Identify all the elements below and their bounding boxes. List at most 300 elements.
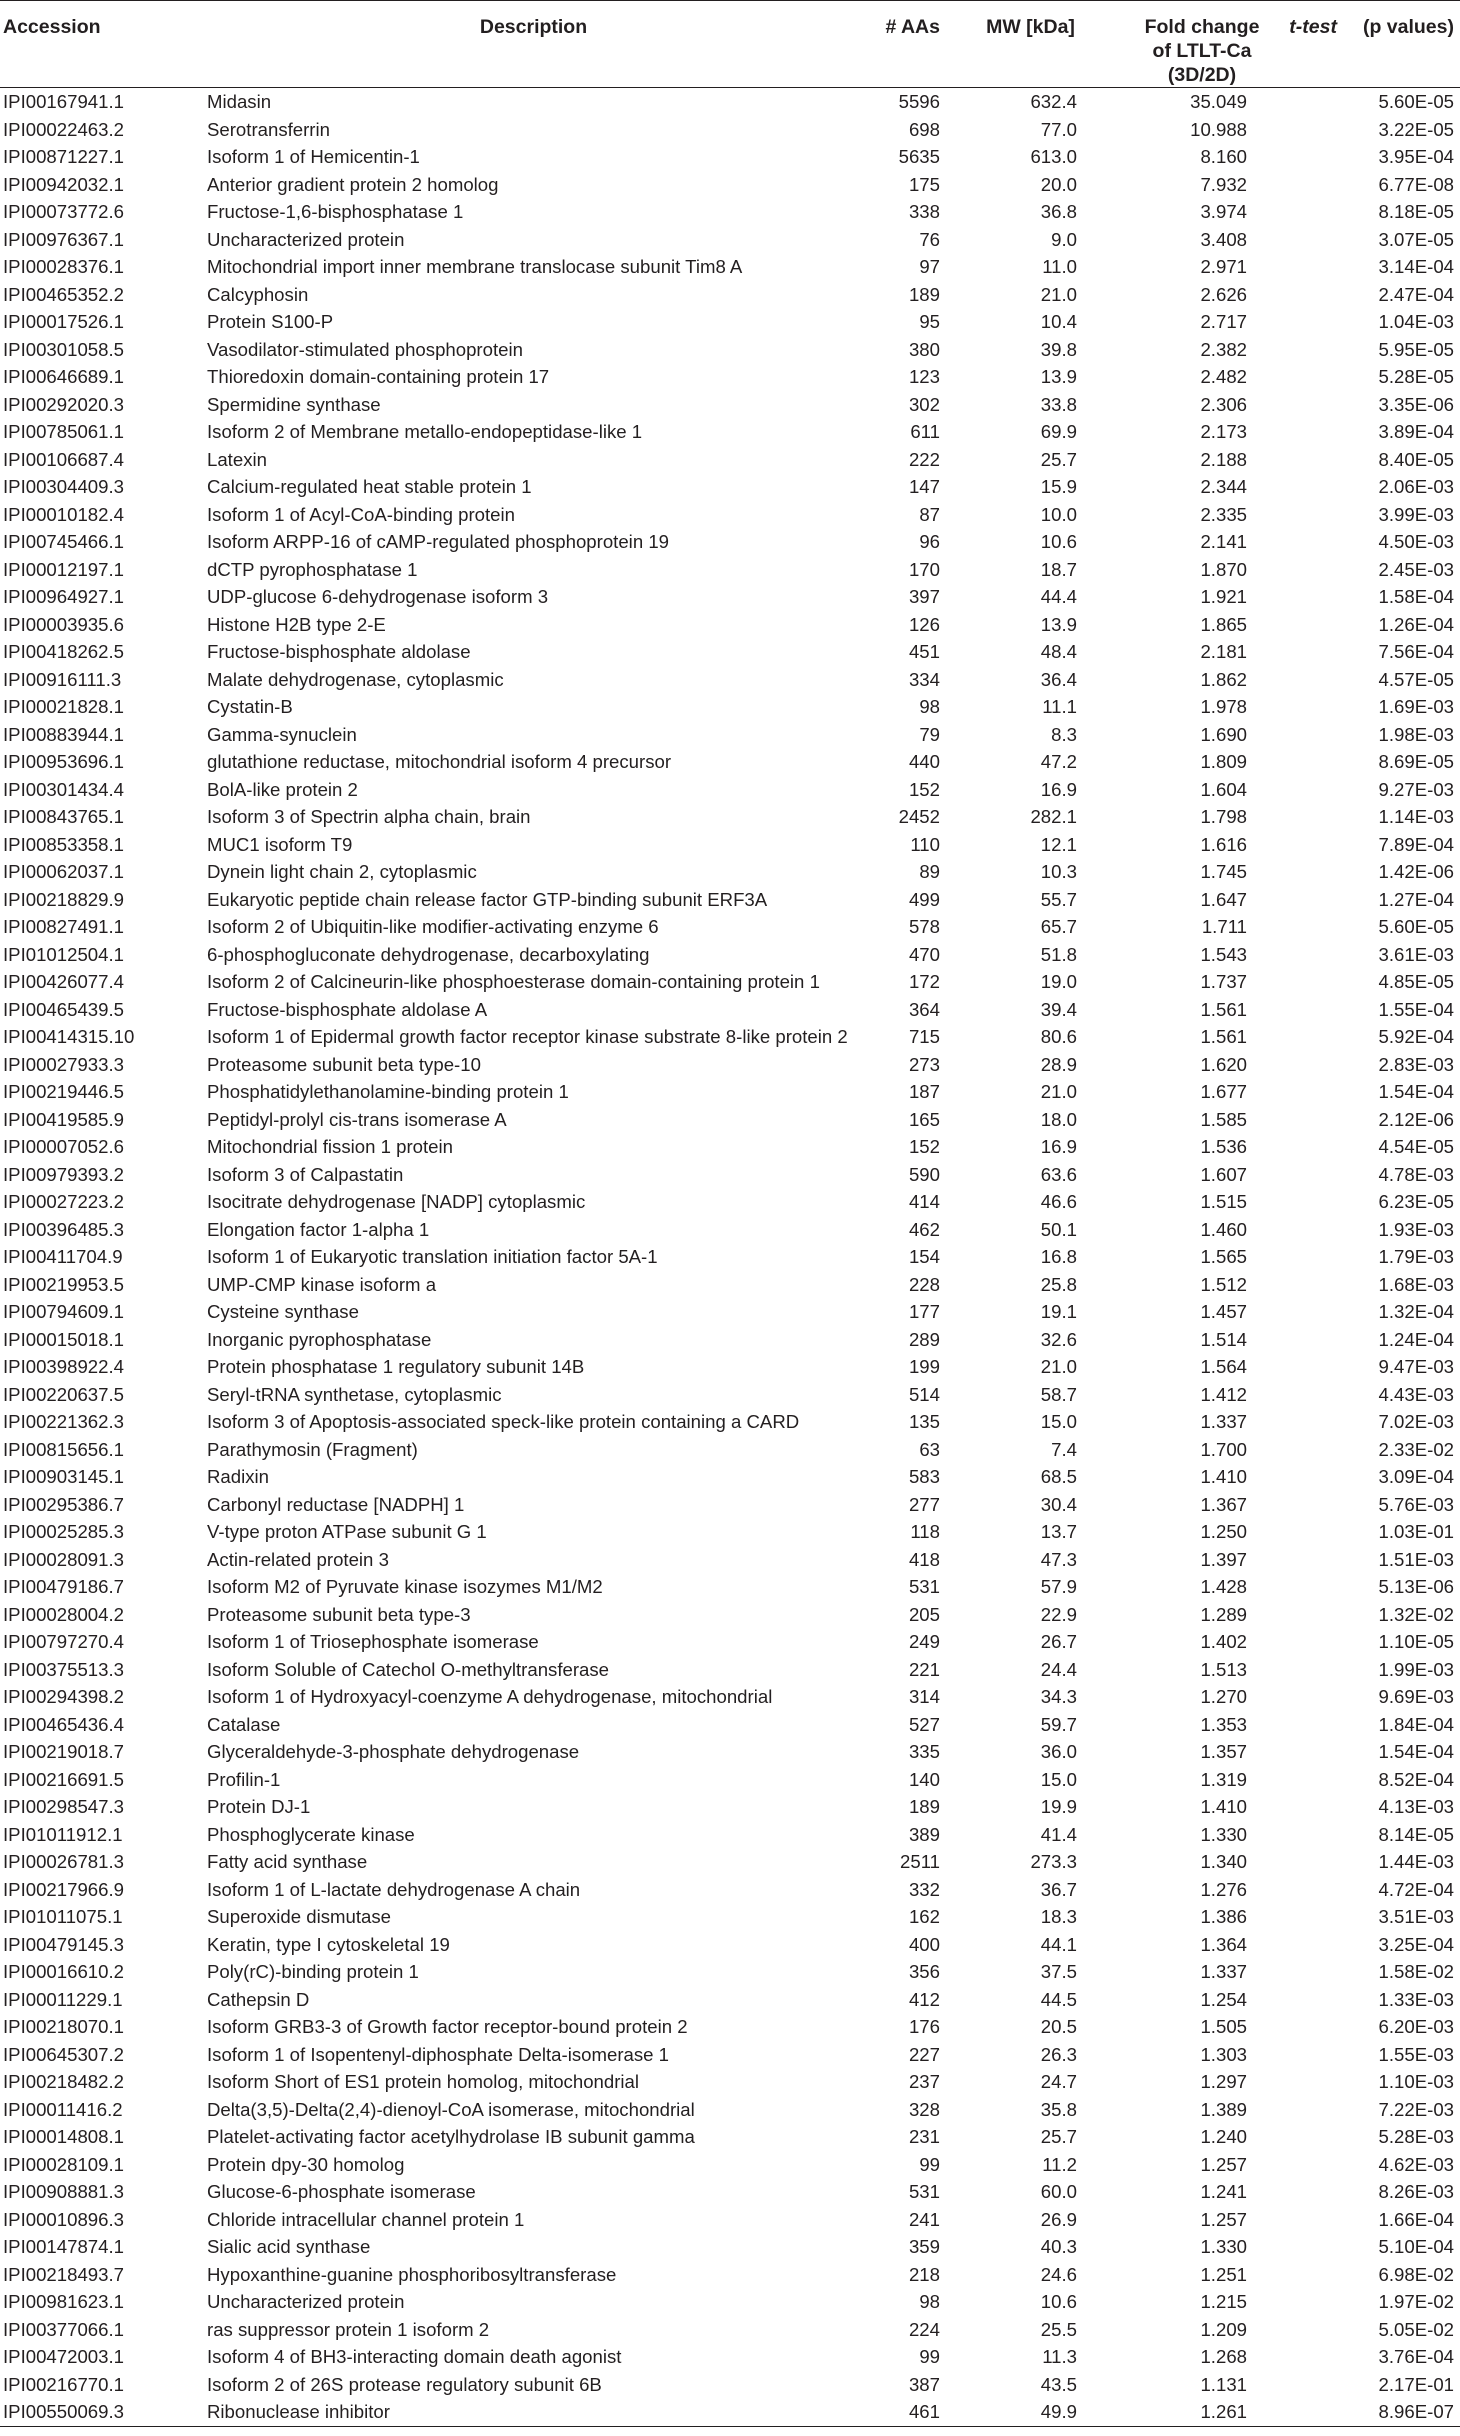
cell-aas: 583	[908, 1466, 940, 1487]
cell-pvalue: 5.60E-05	[1378, 91, 1454, 112]
cell-fold-change: 1.978	[1200, 696, 1247, 717]
cell-fold-change: 1.303	[1200, 2043, 1247, 2065]
cell-description: Fructose-1,6-bisphosphatase 1	[207, 201, 464, 222]
cell-mw: 19.0	[1040, 971, 1077, 992]
cell-fold-change: 1.337	[1200, 1411, 1247, 1432]
cell-mw: 16.8	[1040, 1246, 1077, 1267]
table-row	[0, 1986, 1460, 2014]
cell-pvalue: 1.97E-02	[1378, 2291, 1454, 2312]
cell-fold-change: 1.512	[1200, 1273, 1247, 1295]
cell-mw: 36.0	[1040, 1741, 1077, 1762]
table-row	[0, 391, 1460, 419]
cell-fold-change: 2.382	[1200, 338, 1247, 360]
cell-accession: IPI00221362.3	[3, 1411, 124, 1432]
cell-mw: 19.9	[1040, 1796, 1077, 1817]
table-row	[0, 1216, 1460, 1244]
cell-fold-change: 1.620	[1200, 1053, 1247, 1075]
cell-pvalue: 5.76E-03	[1378, 1493, 1454, 1515]
cell-pvalue: 1.58E-02	[1378, 1961, 1454, 1982]
cell-fold-change: 2.626	[1200, 283, 1247, 305]
table-row	[0, 2233, 1460, 2261]
cell-description: V-type proton ATPase subunit G 1	[207, 1521, 487, 1542]
cell-mw: 13.9	[1040, 613, 1077, 635]
cell-mw: 24.6	[1040, 2263, 1077, 2285]
cell-aas: 715	[908, 1026, 940, 1047]
cell-accession: IPI00294398.2	[3, 1686, 124, 1707]
cell-pvalue: 4.50E-03	[1378, 531, 1454, 552]
cell-fold-change: 1.240	[1200, 2126, 1247, 2147]
cell-pvalue: 5.05E-02	[1378, 2318, 1454, 2340]
cell-aas: 98	[919, 2291, 940, 2312]
cell-mw: 18.0	[1040, 1108, 1077, 1130]
cell-description: Proteasome subunit beta type-3	[207, 1603, 471, 1625]
cell-fold-change: 1.564	[1200, 1356, 1247, 1377]
table-row	[0, 1463, 1460, 1491]
cell-accession: IPI00550069.3	[0, 2398, 207, 2426]
table-row	[0, 143, 1460, 171]
cell-accession: IPI00218493.7	[3, 2263, 124, 2285]
cell-mw: 11.2	[1042, 2153, 1077, 2175]
table-row	[0, 308, 1460, 336]
table-row	[0, 611, 1460, 639]
table-row	[0, 1903, 1460, 1931]
cell-fold-change: 1.357	[1200, 1741, 1247, 1762]
cell-accession: IPI00010896.3	[3, 2208, 124, 2230]
cell-pvalue: 5.28E-03	[1378, 2126, 1454, 2147]
cell-description: MUC1 isoform T9	[207, 833, 353, 855]
cell-fold-change: 1.921	[1200, 586, 1247, 607]
cell-accession: IPI00021828.1	[3, 696, 124, 717]
cell-mw: 36.4	[1040, 668, 1077, 690]
table-row	[0, 2068, 1460, 2096]
cell-aas: 172	[908, 971, 940, 992]
cell-pvalue: 1.84E-04	[1378, 1713, 1454, 1735]
cell-accession: IPI00785061.1	[3, 421, 124, 442]
cell-fold-change: 1.428	[1200, 1576, 1247, 1597]
cell-mw: 25.7	[1040, 2126, 1077, 2147]
cell-aas: 314	[908, 1686, 940, 1707]
cell-accession: IPI00167941.1	[3, 91, 124, 112]
cell-accession: IPI00465352.2	[3, 283, 124, 305]
cell-mw: 44.5	[1040, 1988, 1077, 2010]
cell-accession: IPI00106687.4	[3, 448, 124, 470]
table-row	[0, 666, 1460, 694]
cell-accession: IPI00010182.4	[3, 503, 124, 525]
cell-description: 6-phosphogluconate dehydrogenase, decarboxylating	[207, 943, 650, 965]
cell-description: Isoform Short of ES1 protein homolog, mitochondrial	[207, 2071, 640, 2092]
table-row	[0, 2013, 1460, 2041]
cell-fold-change: 1.607	[1200, 1163, 1247, 1185]
cell-pvalue: 8.26E-03	[1378, 2181, 1454, 2202]
table-row	[0, 1161, 1460, 1189]
cell-pvalue: 7.22E-03	[1378, 2098, 1454, 2120]
cell-accession: IPI00219446.5	[3, 1081, 124, 1102]
cell-fold-change: 1.410	[1200, 1796, 1247, 1817]
cell-pvalue: 8.52E-04	[1378, 1768, 1454, 1790]
cell-mw: 25.7	[1040, 448, 1077, 470]
cell-pvalue: 3.76E-04	[1378, 2346, 1454, 2367]
table-row	[0, 1023, 1460, 1051]
cell-aas: 126	[908, 613, 940, 635]
cell-description: Midasin	[207, 91, 272, 112]
cell-fold-change: 1.330	[1200, 1823, 1247, 1845]
table-row	[0, 1051, 1460, 1079]
cell-pvalue: 8.69E-05	[1378, 751, 1454, 772]
cell-fold-change: 1.460	[1200, 1218, 1247, 1240]
cell-description: Ribonuclease inhibitor	[207, 2398, 860, 2426]
cell-aas: 189	[908, 1796, 940, 1817]
cell-description: Thioredoxin domain-containing protein 17	[207, 366, 550, 387]
table-row	[0, 693, 1460, 721]
cell-aas: 332	[908, 1878, 940, 1900]
cell-description: Fatty acid synthase	[207, 1851, 368, 1872]
cell-description: Hypoxanthine-guanine phosphoribosyltransferase	[207, 2263, 617, 2285]
cell-fold-change: 1.241	[1200, 2181, 1247, 2202]
cell-accession: IPI00479145.3	[3, 1933, 124, 1955]
cell-fold-change: 1.505	[1200, 2016, 1247, 2037]
cell-description: Mitochondrial import inner membrane translocase subunit Tim8 A	[207, 256, 743, 277]
cell-pvalue: 3.61E-03	[1378, 943, 1454, 965]
cell-aas: 222	[908, 448, 940, 470]
table-row	[0, 198, 1460, 226]
cell-fold-change: 8.160	[1200, 146, 1247, 167]
table-row	[0, 116, 1460, 144]
cell-mw: 55.7	[1040, 888, 1077, 910]
cell-aas: 380	[908, 338, 940, 360]
cell-pvalue: 8.40E-05	[1378, 448, 1454, 470]
header-fold-line1: Fold change	[1144, 16, 1260, 38]
table-row	[0, 171, 1460, 199]
cell-description: Dynein light chain 2, cytoplasmic	[207, 861, 477, 882]
cell-accession: IPI00219953.5	[3, 1273, 124, 1295]
cell-aas: 514	[908, 1383, 940, 1405]
cell-fold-change: 1.647	[1200, 888, 1247, 910]
table-row	[0, 2041, 1460, 2069]
table-row	[0, 996, 1460, 1024]
cell-description: Peptidyl-prolyl cis-trans isomerase A	[207, 1108, 507, 1130]
cell-pvalue: 1.04E-03	[1378, 311, 1454, 332]
cell-accession: IPI00025285.3	[3, 1521, 124, 1542]
cell-aas: 140	[908, 1768, 940, 1790]
table-row	[0, 473, 1460, 501]
cell-mw: 18.7	[1040, 558, 1077, 580]
cell-mw: 13.7	[1040, 1521, 1077, 1542]
cell-fold-change: 1.215	[1200, 2291, 1247, 2312]
cell-mw: 10.6	[1040, 531, 1077, 552]
cell-mw: 57.9	[1040, 1576, 1077, 1597]
cell-pvalue: 1.10E-03	[1378, 2071, 1454, 2092]
cell-accession: IPI00645307.2	[3, 2043, 124, 2065]
cell-accession: IPI00016610.2	[3, 1961, 124, 1982]
cell-fold-change: 1.711	[1201, 916, 1247, 937]
cell-mw: 20.5	[1040, 2016, 1077, 2037]
cell-description: dCTP pyrophosphatase 1	[207, 558, 418, 580]
cell-fold-change: 1.254	[1200, 1988, 1247, 2010]
table-row	[0, 638, 1460, 666]
cell-mw: 16.9	[1040, 1136, 1077, 1157]
table-row	[0, 1876, 1460, 1904]
cell-description: Platelet-activating factor acetylhydrolase IB subunit gamma	[207, 2126, 695, 2147]
cell-mw: 7.4	[1051, 1438, 1077, 1460]
cell-fold-change: 1.268	[1200, 2346, 1247, 2367]
cell-fold-change: 2.188	[1200, 448, 1247, 470]
cell-accession: IPI00218829.9	[3, 888, 124, 910]
cell-fold-change: 1.690	[1200, 723, 1247, 745]
cell-mw: 49.9	[940, 2398, 1099, 2426]
table-row	[0, 831, 1460, 859]
cell-accession: IPI00028109.1	[3, 2153, 124, 2175]
table-row	[0, 1271, 1460, 1299]
cell-mw: 60.0	[1040, 2181, 1077, 2202]
cell-accession: IPI00908881.3	[3, 2181, 124, 2202]
cell-accession: IPI00942032.1	[3, 173, 124, 195]
cell-aas: 338	[908, 201, 940, 222]
header-aas: # AAs	[860, 1, 940, 88]
cell-mw: 63.6	[1040, 1163, 1077, 1185]
cell-accession: IPI00218482.2	[3, 2071, 124, 2092]
cell-fold-change: 1.585	[1200, 1108, 1247, 1130]
cell-aas: 189	[908, 283, 940, 305]
cell-accession: IPI00216770.1	[3, 2373, 124, 2395]
header-accession: Accession	[0, 1, 207, 88]
table-row	[0, 776, 1460, 804]
table-row	[0, 556, 1460, 584]
cell-description: Anterior gradient protein 2 homolog	[207, 173, 499, 195]
cell-description: Isoform 4 of BH3-interacting domain death agonist	[207, 2346, 622, 2367]
cell-mw: 37.5	[1040, 1961, 1077, 1982]
cell-accession: IPI01011912.1	[3, 1823, 123, 1845]
cell-pvalue: 1.54E-04	[1378, 1741, 1454, 1762]
cell-accession: IPI00979393.2	[3, 1163, 124, 1185]
cell-fold-change: 1.513	[1200, 1658, 1247, 1680]
cell-aas: 87	[919, 503, 940, 525]
table-row	[0, 1546, 1460, 1574]
cell-aas: 527	[908, 1713, 940, 1735]
cell-fold-change: 3.408	[1200, 228, 1247, 250]
table-row	[0, 748, 1460, 776]
cell-pvalue: 1.58E-04	[1378, 586, 1454, 607]
cell-pvalue: 1.55E-04	[1378, 998, 1454, 1020]
cell-pvalue: 3.07E-05	[1378, 228, 1454, 250]
cell-aas: 99	[919, 2346, 940, 2367]
cell-pvalue: 1.51E-03	[1378, 1548, 1454, 1570]
cell-description: Catalase	[207, 1713, 281, 1735]
cell-mw: 39.8	[1040, 338, 1077, 360]
cell-pvalue: 1.03E-01	[1378, 1521, 1454, 1542]
cell-accession: IPI00418262.5	[3, 641, 124, 662]
cell-fold-change: 1.745	[1200, 861, 1247, 882]
cell-accession: IPI00472003.1	[3, 2346, 124, 2367]
cell-description: Uncharacterized protein	[207, 228, 405, 250]
table-row	[0, 1436, 1460, 1464]
cell-aas: 590	[908, 1163, 940, 1185]
cell-mw: 46.6	[1040, 1191, 1077, 1212]
cell-accession: IPI00015018.1	[3, 1328, 124, 1350]
table-row	[0, 2288, 1460, 2316]
cell-description: Isoform 2 of Ubiquitin-like modifier-activating enzyme 6	[207, 916, 659, 937]
table-row	[0, 1491, 1460, 1519]
cell-mw: 273.3	[1030, 1851, 1077, 1872]
cell-mw: 35.8	[1040, 2098, 1077, 2120]
cell-fold-change: 1.402	[1200, 1631, 1247, 1652]
cell-pvalue: 4.43E-03	[1378, 1383, 1454, 1405]
cell-description: Isoform 1 of Epidermal growth factor receptor kinase substrate 8-like protein 2	[207, 1026, 848, 1047]
cell-accession: IPI00883944.1	[3, 723, 124, 745]
cell-aas: 364	[908, 998, 940, 1020]
table-row	[0, 336, 1460, 364]
cell-accession: IPI00062037.1	[3, 861, 124, 882]
cell-mw: 10.0	[1040, 503, 1077, 525]
cell-aas: 95	[919, 311, 940, 332]
cell-pvalue: 1.69E-03	[1378, 696, 1454, 717]
cell-pvalue: 2.12E-06	[1378, 1108, 1454, 1130]
table-row	[0, 253, 1460, 281]
cell-accession: IPI00981623.1	[3, 2291, 124, 2312]
cell-description: Isocitrate dehydrogenase [NADP] cytoplasmic	[207, 1191, 586, 1212]
cell-fold-change: 1.330	[1200, 2236, 1247, 2257]
cell-pvalue: 9.47E-03	[1378, 1356, 1454, 1377]
cell-accession: IPI00827491.1	[3, 916, 124, 937]
cell-mw: 77.0	[1040, 118, 1077, 140]
table-row	[0, 803, 1460, 831]
cell-mw: 43.5	[1040, 2373, 1077, 2395]
table-row	[0, 1738, 1460, 1766]
cell-pvalue: 8.18E-05	[1378, 201, 1454, 222]
cell-aas: 227	[908, 2043, 940, 2065]
cell-description: Chloride intracellular channel protein 1	[207, 2208, 525, 2230]
cell-fold-change: 1.565	[1200, 1246, 1247, 1267]
cell-mw: 44.4	[1040, 586, 1077, 607]
cell-description: Isoform 3 of Calpastatin	[207, 1163, 404, 1185]
cell-description: Isoform Soluble of Catechol O-methyltransferase	[207, 1658, 610, 1680]
table-row	[0, 2206, 1460, 2234]
table-row	[0, 2316, 1460, 2344]
cell-description: Radixin	[207, 1466, 270, 1487]
cell-description: Calcium-regulated heat stable protein 1	[207, 476, 532, 497]
cell-description: Sialic acid synthase	[207, 2236, 371, 2257]
cell-fold-change: 1.389	[1200, 2098, 1247, 2120]
cell-pvalue: 3.25E-04	[1378, 1933, 1454, 1955]
table-row	[0, 1711, 1460, 1739]
cell-description: Proteasome subunit beta type-10	[207, 1053, 481, 1075]
cell-fold-change: 1.561	[1200, 1026, 1247, 1047]
cell-description: Isoform ARPP-16 of cAMP-regulated phosphoprotein 19	[207, 531, 670, 552]
table-row	[0, 1381, 1460, 1409]
cell-pvalue: 8.96E-07	[1285, 2398, 1460, 2426]
cell-mw: 58.7	[1040, 1383, 1077, 1405]
cell-description: Isoform GRB3-3 of Growth factor receptor-bound protein 2	[207, 2016, 688, 2037]
cell-description: UDP-glucose 6-dehydrogenase isoform 3	[207, 586, 549, 607]
table-row	[0, 1326, 1460, 1354]
cell-mw: 10.4	[1040, 311, 1077, 332]
cell-mw: 15.9	[1040, 476, 1077, 497]
cell-pvalue: 5.28E-05	[1378, 366, 1454, 387]
cell-description: Histone H2B type 2-E	[207, 613, 386, 635]
cell-accession: IPI00377066.1	[3, 2318, 124, 2340]
cell-aas: 277	[908, 1493, 940, 1515]
cell-description: Isoform 1 of Hydroxyacyl-coenzyme A dehydrogenase, mitochondrial	[207, 1686, 773, 1707]
cell-mw: 47.3	[1040, 1548, 1077, 1570]
cell-aas: 165	[908, 1108, 940, 1130]
cell-fold-change: 1.457	[1200, 1301, 1247, 1322]
cell-fold-change: 1.337	[1200, 1961, 1247, 1982]
cell-pvalue: 8.14E-05	[1378, 1823, 1454, 1845]
cell-accession: IPI00011416.2	[3, 2098, 123, 2120]
cell-accession: IPI00007052.6	[3, 1136, 124, 1157]
table-row	[0, 501, 1460, 529]
cell-mw: 21.0	[1040, 1356, 1077, 1377]
cell-aas: 118	[910, 1521, 940, 1542]
cell-description: Isoform 2 of Membrane metallo-endopeptidase-like 1	[207, 421, 643, 442]
cell-mw: 632.4	[1030, 91, 1077, 112]
cell-fold-change: 1.257	[1200, 2208, 1247, 2230]
cell-description: Phosphatidylethanolamine-binding protein 1	[207, 1081, 569, 1102]
table-row	[0, 1353, 1460, 1381]
table-row	[0, 2343, 1460, 2371]
cell-accession: IPI00027223.2	[3, 1191, 124, 1212]
cell-pvalue: 3.22E-05	[1378, 118, 1454, 140]
cell-description: Glucose-6-phosphate isomerase	[207, 2181, 476, 2202]
cell-pvalue: 2.45E-03	[1378, 558, 1454, 580]
cell-mw: 40.3	[1040, 2236, 1077, 2257]
cell-mw: 21.0	[1040, 283, 1077, 305]
cell-fold-change: 1.514	[1200, 1328, 1247, 1350]
cell-pvalue: 1.14E-03	[1378, 806, 1454, 827]
cell-accession: IPI00027933.3	[3, 1053, 124, 1075]
cell-accession: IPI00017526.1	[3, 311, 124, 332]
cell-aas: 249	[908, 1631, 940, 1652]
table-row	[0, 1931, 1460, 1959]
cell-aas: 397	[908, 586, 940, 607]
header-description: Description	[207, 1, 860, 88]
cell-pvalue: 3.95E-04	[1378, 146, 1454, 167]
cell-description: Elongation factor 1-alpha 1	[207, 1218, 430, 1240]
cell-aas: 154	[908, 1246, 940, 1267]
cell-fold-change: 1.870	[1200, 558, 1247, 580]
cell-fold-change: 7.932	[1200, 173, 1247, 195]
cell-accession: IPI01012504.1	[3, 943, 124, 965]
cell-description: Isoform 1 of Isopentenyl-diphosphate Delta-isomerase 1	[207, 2043, 669, 2065]
cell-aas: 414	[908, 1191, 940, 1212]
cell-description: Keratin, type I cytoskeletal 19	[207, 1933, 450, 1955]
table-row	[0, 1298, 1460, 1326]
cell-description: glutathione reductase, mitochondrial isoform 4 precursor	[207, 751, 672, 772]
cell-description: Isoform 2 of Calcineurin-like phosphoesterase domain-containing protein 1	[207, 971, 820, 992]
cell-description: Fructose-bisphosphate aldolase A	[207, 998, 488, 1020]
cell-description: Isoform 1 of Acyl-CoA-binding protein	[207, 503, 515, 525]
cell-fold-change: 1.700	[1200, 1438, 1247, 1460]
cell-mw: 12.1	[1040, 833, 1077, 855]
cell-fold-change: 1.543	[1200, 943, 1247, 965]
cell-accession: IPI00853358.1	[3, 833, 124, 855]
cell-fold-change: 1.386	[1200, 1906, 1247, 1927]
cell-pvalue: 3.14E-04	[1378, 256, 1454, 277]
cell-pvalue: 6.98E-02	[1378, 2263, 1454, 2285]
table-row	[0, 1656, 1460, 1684]
cell-fold-change: 1.798	[1200, 806, 1247, 827]
cell-mw: 24.4	[1040, 1658, 1077, 1680]
cell-description: Gamma-synuclein	[207, 723, 357, 745]
cell-description: Isoform 1 of Eukaryotic translation initiation factor 5A-1	[207, 1246, 658, 1267]
table-row	[0, 1188, 1460, 1216]
cell-pvalue: 3.89E-04	[1378, 421, 1454, 442]
cell-aas: 451	[908, 641, 940, 662]
cell-mw: 11.3	[1042, 2346, 1077, 2367]
table-row	[0, 858, 1460, 886]
cell-pvalue: 7.56E-04	[1378, 641, 1454, 662]
cell-pvalue: 1.24E-04	[1378, 1328, 1454, 1350]
cell-fold-change: 2.141	[1200, 531, 1247, 552]
